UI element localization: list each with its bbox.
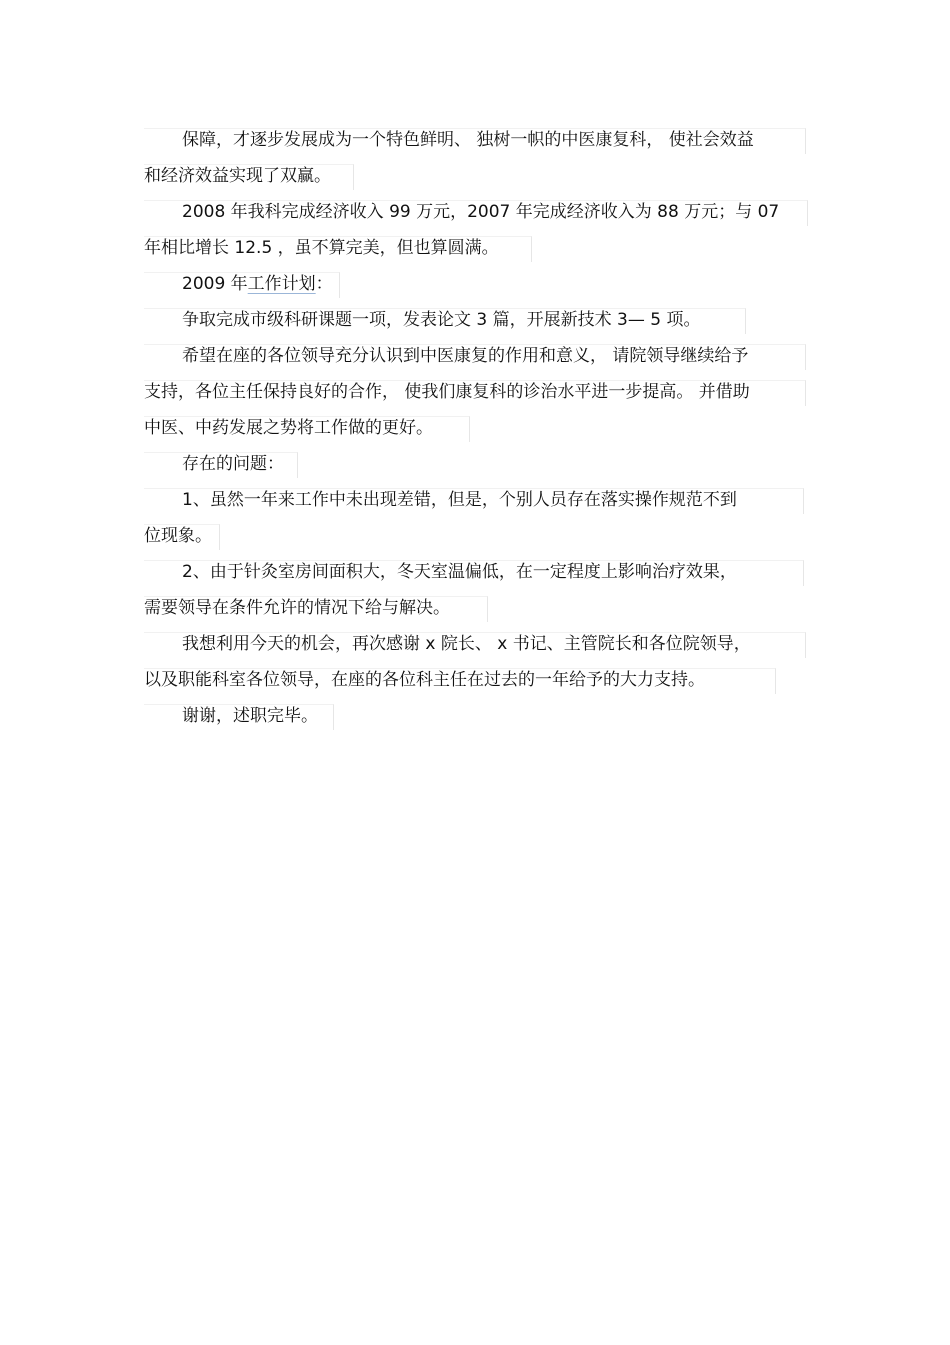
closing-line: 谢谢，述职完毕。 [144, 704, 334, 730]
issue-2-line-1: 2、由于针灸室房间面积大，冬天室温偏低，在一定程度上影响治疗效果， [144, 560, 804, 586]
issues-heading: 存在的问题： [144, 452, 298, 478]
issue-1-line-2: 位现象。 [144, 524, 220, 550]
paragraph-line-7: 中医、中药发展之势将工作做的更好。 [144, 416, 470, 442]
plan-item-line: 争取完成市级科研课题一项，发表论文 3 篇，开展新技术 3— 5 项。 [144, 308, 746, 334]
paragraph-line-4: 年相比增长 12.5 ，虽不算完美，但也算圆满。 [144, 236, 532, 262]
work-plan-link[interactable]: 工作计划 [247, 274, 316, 294]
issue-1-line-1: 1、虽然一年来工作中未出现差错，但是，个别人员存在落实操作规范不到 [144, 488, 804, 514]
thanks-line-1: 我想利用今天的机会，再次感谢 x 院长、 x 书记、主管院长和各位院领导， [144, 632, 806, 658]
paragraph-line-2: 和经济效益实现了双赢。 [144, 164, 354, 190]
paragraph-line-3: 2008 年我科完成经济收入 99 万元，2007 年完成经济收入为 88 万元；与 07 [144, 200, 808, 226]
issue-2-line-2: 需要领导在条件允许的情况下给与解决。 [144, 596, 488, 622]
thanks-line-2: 以及职能科室各位领导，在座的各位科主任在过去的一年给予的大力支持。 [144, 668, 776, 694]
paragraph-line-6: 支持，各位主任保持良好的合作， 使我们康复科的诊治水平进一步提高。 并借助 [144, 380, 806, 406]
paragraph-line-5: 希望在座的各位领导充分认识到中医康复的作用和意义， 请院领导继续给予 [144, 344, 806, 370]
paragraph-line-1: 保障，才逐步发展成为一个特色鲜明、 独树一帜的中医康复科， 使社会效益 [144, 128, 806, 154]
colon-text: ： [315, 274, 333, 294]
year-prefix: 2009 年 [182, 274, 248, 294]
work-plan-heading-line [144, 272, 340, 298]
